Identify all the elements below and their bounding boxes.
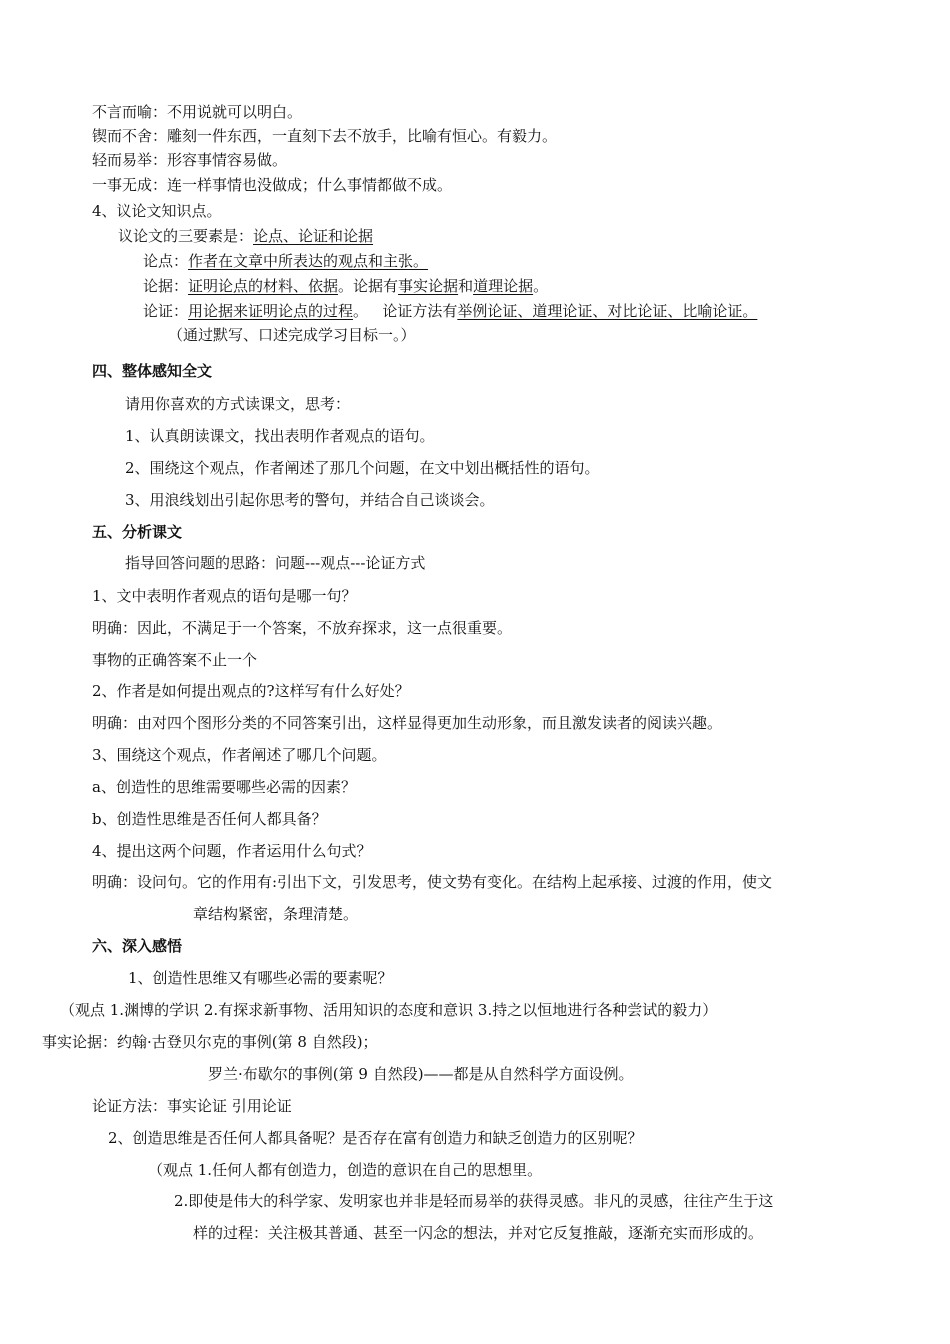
section-4-q1: 1、认真朗读课文，找出表明作者观点的语句。	[125, 427, 435, 445]
section-5-q1: 1、文中表明作者观点的语句是哪一句？	[92, 587, 357, 605]
section-6-fact2: 罗兰·布歇尔的事例(第 9 自然段)——都是从自然科学方面设例。	[208, 1065, 634, 1083]
evidence-mid: 。论据有	[338, 277, 399, 295]
argument-mid: 。 论证方法有	[353, 302, 458, 320]
three-elements-value: 论点、论证和论据	[253, 227, 374, 245]
essay-thesis	[143, 254, 428, 269]
section-5-guide: 指导回答问题的思路：问题---观点---论证方式	[125, 554, 426, 572]
section-6-q1: 1、创造性思维又有哪些必需的要素呢？	[128, 969, 393, 987]
section-6-view1: （观点 1.渊博的学识 2.有探求新事物、活用知识的态度和意识 3.持之以恒地进行各种尝试的毅力）	[60, 1001, 718, 1019]
section-5-q2: 2、作者是如何提出观点的?这样写有什么好处？	[92, 682, 410, 700]
section-4-title: 四、整体感知全文	[92, 362, 213, 380]
section-4-intro: 请用你喜欢的方式读课文，思考：	[125, 395, 351, 413]
section-5-q3: 3、围绕这个观点，作者阐述了哪几个问题。	[92, 746, 387, 764]
essay-evidence	[143, 279, 548, 294]
section-6-view2a: （观点 1.任何人都有创造力，创造的意识在自己的思想里。	[148, 1161, 543, 1179]
section-6-fact1: 事实论据：约翰·古登贝尔克的事例(第 8 自然段)；	[42, 1033, 378, 1051]
argument-label: 论证：	[143, 302, 189, 320]
section-4-q3: 3、用浪线划出引起你思考的警句，并结合自己谈谈会。	[125, 491, 495, 509]
section-5-a2: 明确：由对四个图形分类的不同答案引出，这样显得更加生动形象，而且激发读者的阅读兴趣。	[92, 714, 723, 732]
section-5-a1b: 事物的正确答案不止一个	[92, 651, 258, 669]
section-6-q2: 2、创造思维是否任何人都具备呢？是否存在富有创造力和缺乏创造力的区别呢？	[108, 1129, 643, 1147]
thesis-label: 论点：	[143, 252, 189, 270]
section-5-a4: 明确：设问句。它的作用有:引出下文，引发思考，使文势有变化。在结构上起承接、过渡的作用，使文	[92, 873, 773, 891]
essay-argument	[143, 304, 757, 319]
argument-methods: 举例论证、道理论证、对比论证、比喻论证。	[457, 302, 758, 320]
section-5-title: 五、分析课文	[92, 523, 183, 541]
section-5-qb: b、创造性思维是否任何人都具备？	[92, 810, 327, 828]
argument-value: 用论据来证明论点的过程	[188, 302, 354, 320]
section-6-view2b: 2.即使是伟大的科学家、发明家也并非是轻而易举的获得灵感。非凡的灵感，往往产生于这	[174, 1192, 774, 1210]
section-5-a1: 明确：因此，不满足于一个答案，不放弃探求，这一点很重要。	[92, 619, 513, 637]
section-6-view2c: 样的过程：关注极其普通、甚至一闪念的想法，并对它反复推敲，逐渐充实而形成的。	[193, 1224, 764, 1242]
idiom-line-1: 不言而喻：不用说就可以明白。	[92, 103, 303, 121]
idiom-line-3: 轻而易举：形容事情容易做。	[92, 151, 288, 169]
essay-three-elements	[118, 229, 373, 244]
evidence-label: 论据：	[143, 277, 189, 295]
evidence-end: 。	[533, 277, 549, 295]
evidence-fact: 事实论据	[398, 277, 459, 295]
evidence-and: 和	[458, 277, 474, 295]
section-5-q4: 4、提出这两个问题，作者运用什么句式？	[92, 842, 372, 860]
essay-heading: 4、议论文知识点。	[92, 202, 222, 220]
section-6-method: 论证方法：事实论证 引用论证	[92, 1097, 292, 1115]
section-4-q2: 2、围绕这个观点，作者阐述了那几个问题，在文中划出概括性的语句。	[125, 459, 600, 477]
idiom-line-4: 一事无成：连一样事情也没做成；什么事情都做不成。	[92, 176, 453, 194]
essay-note: （通过默写、口述完成学习目标一。）	[168, 326, 416, 344]
section-5-a4b: 章结构紧密，条理清楚。	[193, 905, 359, 923]
idiom-line-2: 锲而不舍：雕刻一件东西，一直刻下去不放手，比喻有恒心。有毅力。	[92, 127, 558, 145]
three-elements-label: 议论文的三要素是：	[118, 227, 254, 245]
thesis-value: 作者在文章中所表达的观点和主张。	[188, 252, 429, 270]
section-6-title: 六、深入感悟	[92, 937, 183, 955]
section-5-qa: a、创造性的思维需要哪些必需的因素？	[92, 778, 356, 796]
evidence-reason: 道理论据	[473, 277, 534, 295]
evidence-value: 证明论点的材料、依据	[188, 277, 339, 295]
